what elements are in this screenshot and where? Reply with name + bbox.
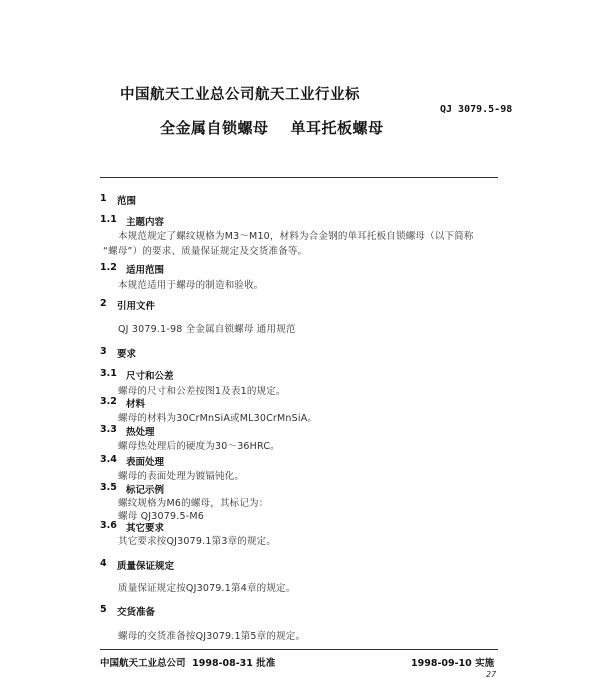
section-5-title: 交货准备 <box>117 607 156 618</box>
implementation-date: 1998-09-10 实施 <box>411 658 495 669</box>
section-4-body: 质量保证规定按QJ3079.1第4章的规定。 <box>118 583 296 594</box>
section-1-1-title: 主题内容 <box>126 217 165 228</box>
section-3-3-body: 螺母热处理后的硬度为30～36HRC。 <box>118 441 280 452</box>
approval-date: 1998-08-31 批准 <box>192 658 276 669</box>
section-1-2-number: 1.2 <box>100 262 117 273</box>
footer-publisher: 中国航天工业总公司 <box>100 658 186 669</box>
publisher-header: 中国航天工业总公司航天工业行业标 <box>120 87 360 103</box>
section-3-title: 要求 <box>117 349 137 360</box>
section-1-1-number: 1.1 <box>100 214 117 225</box>
section-3-6-title: 其它要求 <box>126 523 165 534</box>
section-3-4-body: 螺母的表面处理为镀镉钝化。 <box>118 471 245 482</box>
footer-approval <box>100 655 275 669</box>
standard-code: QJ 3079.5-98 <box>440 104 513 115</box>
section-3-2-title: 材料 <box>126 399 146 410</box>
section-1-2-body: 本规范适用于螺母的制造和验收。 <box>118 280 264 291</box>
header-divider <box>100 177 498 178</box>
section-1-2-title: 适用范围 <box>126 265 165 276</box>
section-3-number: 3 <box>100 346 107 357</box>
title-part-2: 单耳托板螺母 <box>290 119 384 137</box>
section-3-2-number: 3.2 <box>100 396 117 407</box>
section-3-5-number: 3.5 <box>100 482 117 493</box>
section-3-4-title: 表面处理 <box>126 457 165 468</box>
section-2-body: QJ 3079.1-98 全金属自锁螺母 通用规范 <box>118 324 296 335</box>
section-2-title: 引用文件 <box>117 301 156 312</box>
page-number: 27 <box>486 670 497 679</box>
section-3-3-title: 热处理 <box>126 427 155 438</box>
section-3-5-line-1: 螺纹规格为M6的螺母，其标记为： <box>118 498 269 509</box>
section-4-number: 4 <box>100 558 107 569</box>
footer-divider <box>100 649 498 650</box>
section-4-title: 质量保证规定 <box>117 561 175 572</box>
section-1-title: 范围 <box>117 196 137 207</box>
section-1-number: 1 <box>100 193 107 204</box>
title-part-1: 全金属自锁螺母 <box>160 119 269 137</box>
section-3-6-body: 其它要求按QJ3079.1第3章的规定。 <box>118 536 277 547</box>
section-3-1-body: 螺母的尺寸和公差按图1及表1的规定。 <box>118 386 286 397</box>
section-5-number: 5 <box>100 604 107 615</box>
section-3-2-body: 螺母的材料为30CrMnSiA或ML30CrMnSiA。 <box>118 413 318 424</box>
section-3-5-title: 标记示例 <box>126 485 165 496</box>
section-3-1-title: 尺寸和公差 <box>126 371 174 382</box>
section-3-3-number: 3.3 <box>100 424 117 435</box>
section-5-body: 螺母的交货准备按QJ3079.1第5章的规定。 <box>118 631 306 642</box>
section-3-6-number: 3.6 <box>100 520 117 531</box>
section-1-1-line-1: 本规范规定了螺纹规格为M3～M10，材料为合金钢的单耳托板自锁螺母（以下简称 <box>118 231 474 242</box>
section-1-1-line-2: “螺母”）的要求、质量保证规定及交货准备等。 <box>103 246 308 257</box>
section-2-number: 2 <box>100 298 107 309</box>
section-3-4-number: 3.4 <box>100 454 117 465</box>
section-3-5-line-2: 螺母 QJ3079.5-M6 <box>118 511 205 522</box>
section-3-1-number: 3.1 <box>100 368 117 379</box>
document-title <box>160 117 384 138</box>
